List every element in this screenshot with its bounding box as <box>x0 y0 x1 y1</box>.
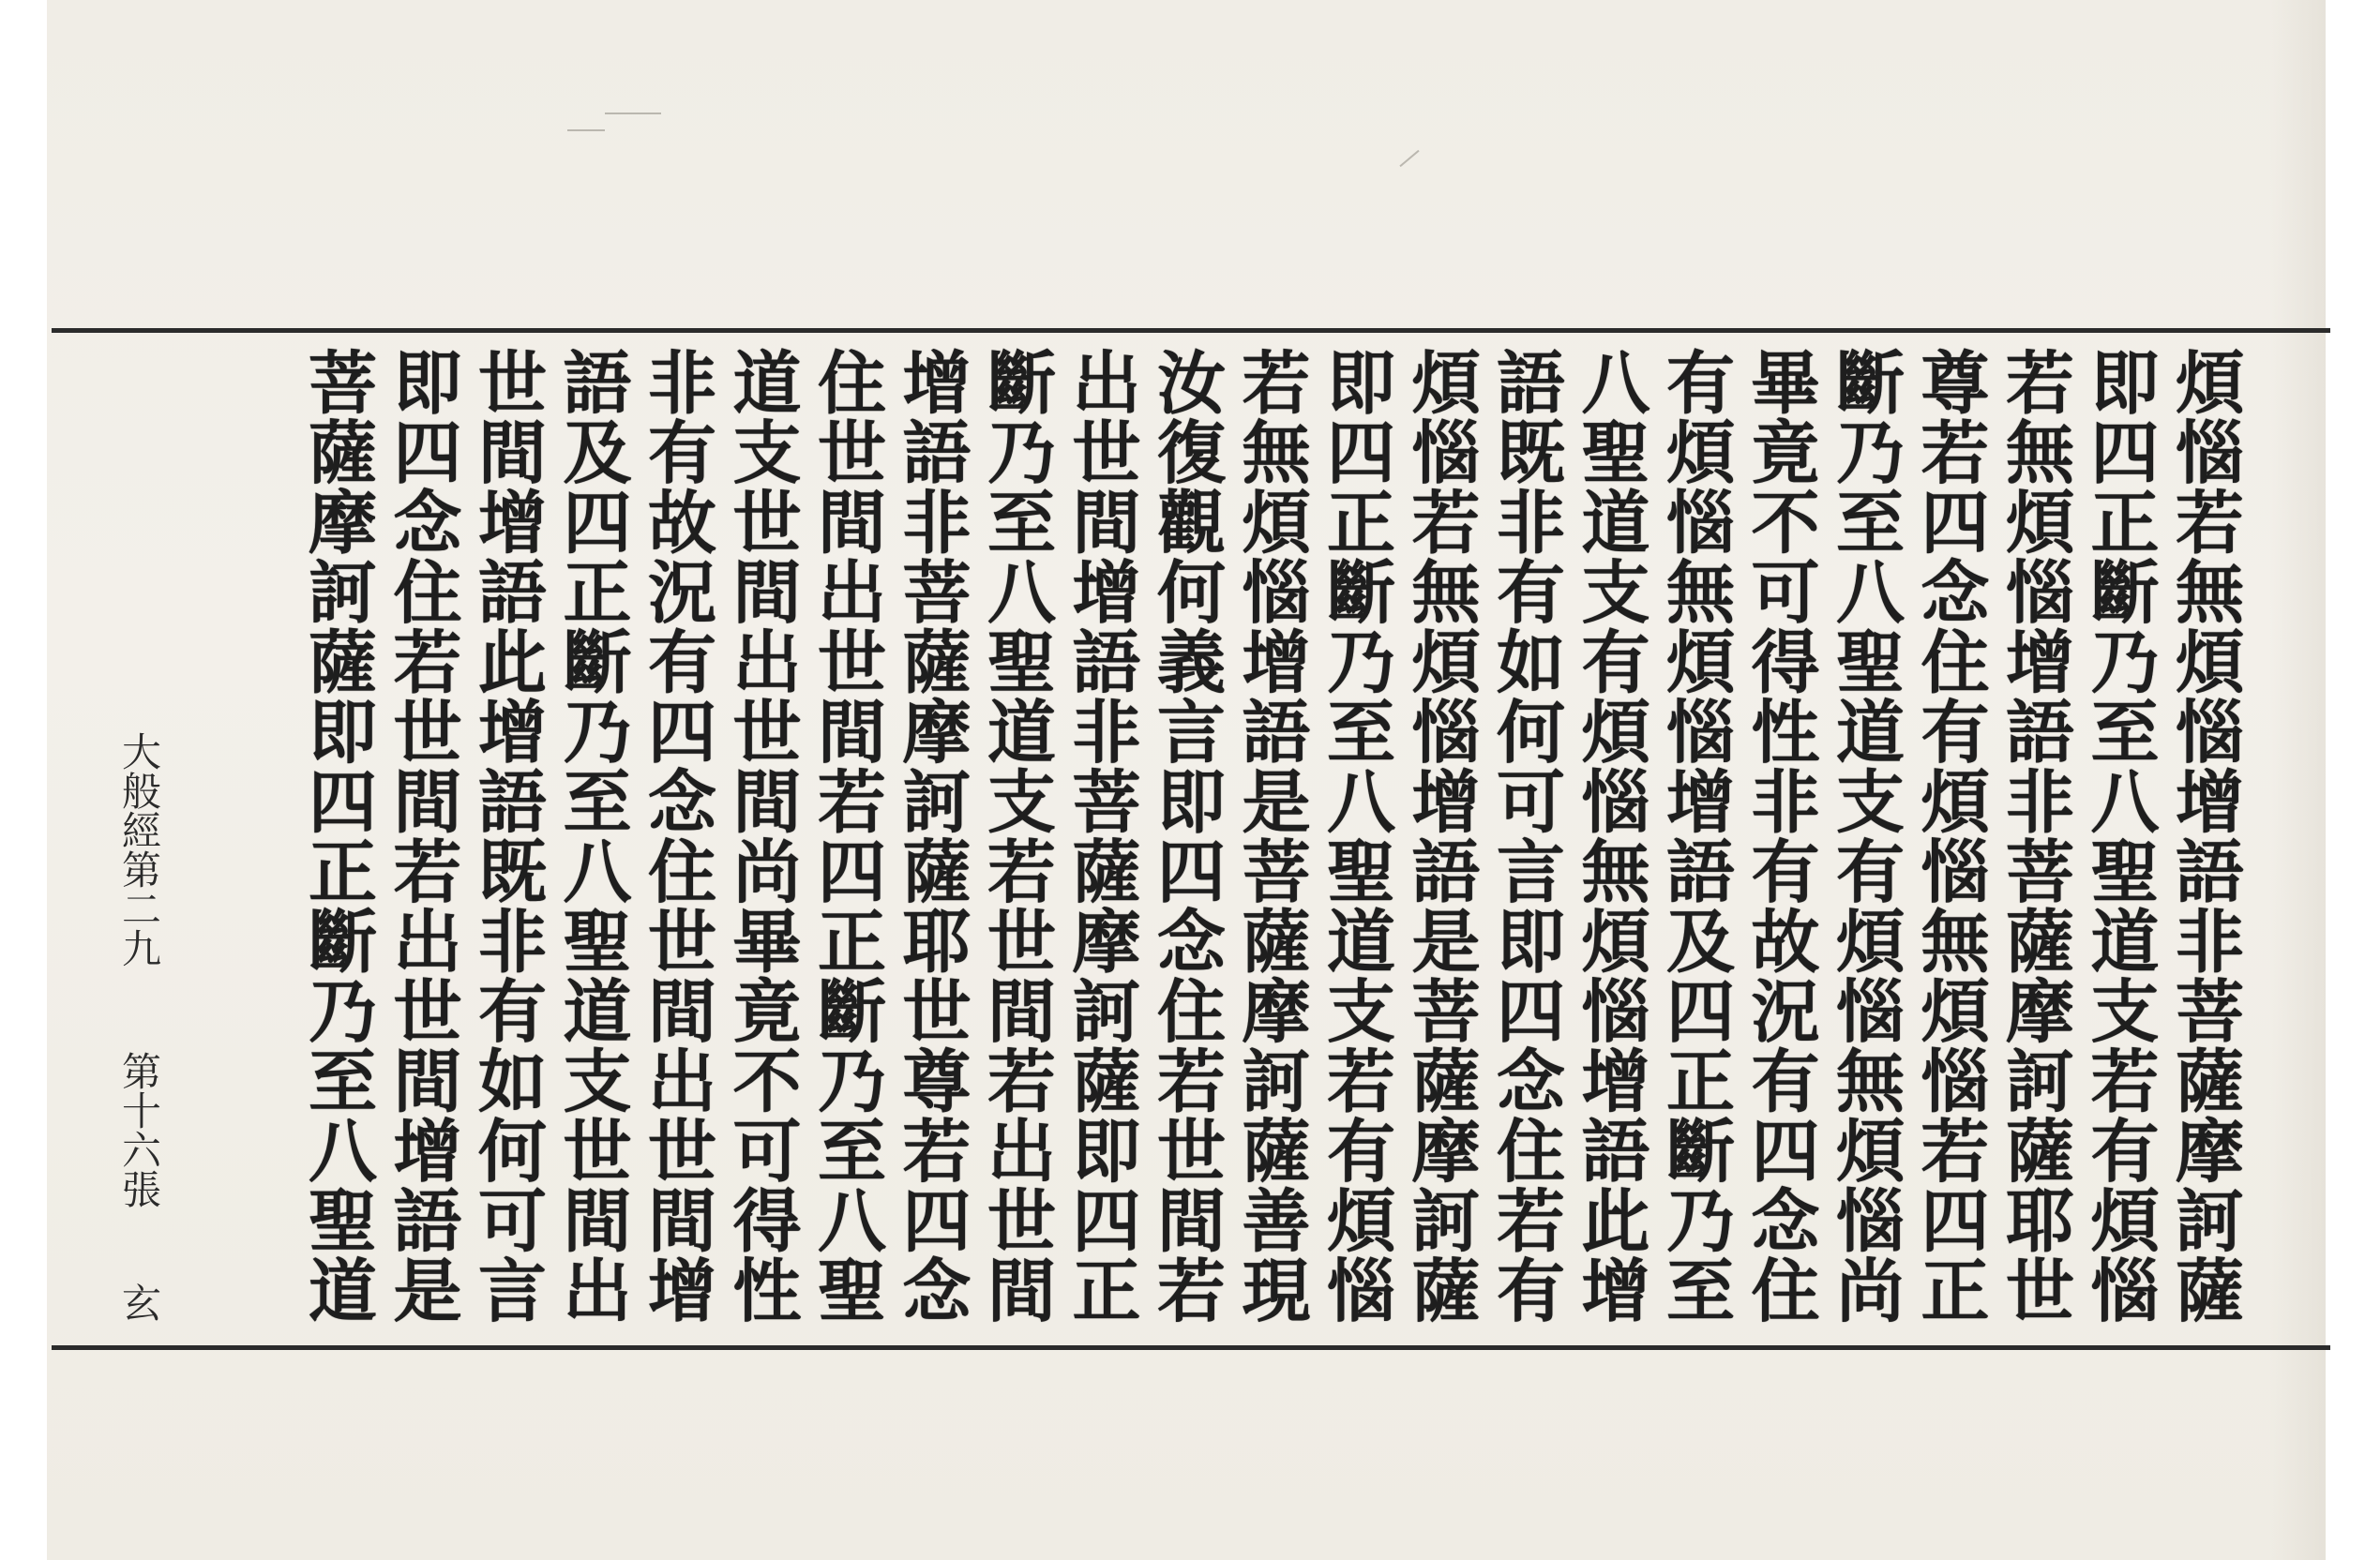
text-column: 煩惱若無煩惱增語非菩薩摩訶薩 <box>2163 347 2244 1325</box>
text-column: 出世間增語非菩薩摩訶薩即四正 <box>1060 347 1141 1325</box>
text-column: 即四念住若世間若出世間增語是 <box>381 347 462 1325</box>
text-column: 語及四正斷乃至八聖道支世間出 <box>550 347 632 1325</box>
text-column: 八聖道支有煩惱無煩惱增語此增 <box>1569 347 1650 1325</box>
text-column: 汝復觀何義言即四念住若世間若 <box>1145 347 1226 1325</box>
text-column: 即四正斷乃至八聖道支若有煩惱 <box>1315 347 1395 1325</box>
text-column: 斷乃至八聖道支有煩惱無煩惱尚 <box>1824 347 1905 1325</box>
text-column: 增語非菩薩摩訶薩耶世尊若四念 <box>890 347 972 1325</box>
margin-mark: 玄 <box>116 1282 162 1322</box>
text-column: 斷乃至八聖道支若世間若出世間 <box>975 347 1056 1325</box>
text-column: 若無煩惱增語非菩薩摩訶薩耶世 <box>1994 347 2074 1325</box>
text-column: 有煩惱無煩惱增語及四正斷乃至 <box>1654 347 1735 1325</box>
text-columns <box>108 347 2246 1341</box>
margin-label <box>103 731 162 1322</box>
text-column: 煩惱若無煩惱增語是菩薩摩訶薩 <box>1399 347 1481 1325</box>
text-column: 若無煩惱增語是菩薩摩訶薩善現 <box>1229 347 1311 1325</box>
ink-speck <box>1399 150 1419 167</box>
ink-speck <box>605 112 661 114</box>
text-column: 菩薩摩訶薩即四正斷乃至八聖道 <box>296 347 377 1325</box>
text-column: 語既非有如何可言即四念住若有 <box>1484 347 1565 1325</box>
text-column: 畢竟不可得性非有故況有四念住 <box>1739 347 1820 1325</box>
text-column: 非有故況有四念住世間出世間增 <box>636 347 716 1325</box>
margin-volume-title: 大般經第二九 <box>116 731 162 968</box>
text-column: 住世間出世間若四正斷乃至八聖 <box>806 347 886 1325</box>
text-column: 尊若四念住有煩惱無煩惱若四正 <box>1908 347 1990 1325</box>
text-column: 道支世間出世間尚畢竟不可得性 <box>720 347 802 1325</box>
margin-page-number: 第十六張 <box>116 1051 162 1208</box>
text-column: 即四正斷乃至八聖道支若有煩惱 <box>2078 347 2160 1325</box>
ink-speck <box>567 129 605 131</box>
text-column: 世間增語此增語既非有如何可言 <box>466 347 547 1325</box>
